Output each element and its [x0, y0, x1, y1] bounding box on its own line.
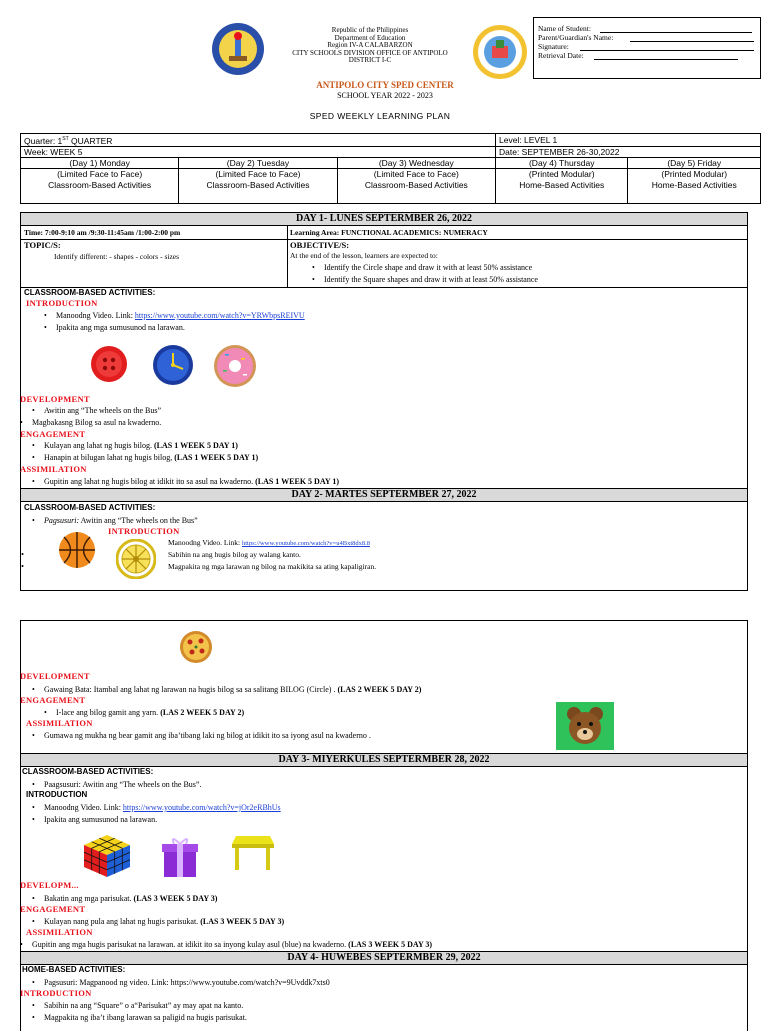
- day1-introduction: INTRODUCTION: [26, 298, 98, 308]
- basketball-image: [58, 531, 96, 574]
- day2-development: DEVELOPMENT: [20, 671, 90, 681]
- header-republic: Republic of the Philippines: [331, 26, 409, 34]
- donut-image: [213, 344, 257, 393]
- day1-learning-area: Learning Area: FUNCTIONAL ACADEMICS: NUMERACY: [290, 228, 488, 237]
- quarter-cell: Quarter: 1ST QUARTER: [21, 134, 496, 147]
- header-department: Department of Education: [334, 33, 406, 42]
- day1-time: Time: 7:00-9:10 am /9:30-11:45am /1:00-2:00 pm: [24, 228, 181, 237]
- day1-topic-label: TOPIC/S:: [24, 240, 61, 250]
- day1-objective-label: OBJECTIVE/S:: [290, 240, 350, 250]
- level-cell: Level: LEVEL 1: [495, 134, 760, 147]
- retrieval-date-label: Retrieval Date:: [538, 51, 584, 60]
- gift-box-image: [160, 834, 200, 883]
- day1-mode-cell: (Limited Face to Face) Classroom-Based Activities: [21, 168, 179, 203]
- plan-title: SPED WEEKLY LEARNING PLAN: [309, 111, 451, 121]
- day3-introduction: INTRODUCTION: [26, 790, 88, 799]
- day2-header: DAY 2- MARTES SEPTERMBER 27, 2022: [20, 488, 748, 502]
- day1-video-link[interactable]: https://www.youtube.com/watch?v=YRWbpsREIVU: [134, 311, 305, 320]
- rubiks-cube-image: [82, 833, 132, 884]
- day3-show: • Ipakita ang sumusunod na larawan.: [44, 815, 157, 824]
- day1-intro-show: • Ipakita ang mga sumusunod na larawan.: [56, 323, 185, 332]
- day2-item-1: Sabihin na ang hugis bilog ay walang kanto.: [168, 550, 301, 559]
- day2-introduction: INTRODUCTION: [108, 526, 180, 536]
- day4-mode-cell: (Printed Modular) Home-Based Activities: [495, 168, 628, 203]
- school-name: ANTIPOLO CITY SPED CENTER: [316, 80, 454, 90]
- signature-line[interactable]: [580, 50, 754, 51]
- day5-mode-cell: (Printed Modular) Home-Based Activities: [628, 168, 761, 203]
- day1-assimilation: ASSIMILATION: [20, 464, 87, 474]
- day3-header: DAY 3- MIYERKULES SEPTERMBER 28, 2022: [20, 753, 748, 767]
- table-image: [230, 832, 274, 877]
- day3-engagement: ENGAGEMENT: [20, 904, 86, 914]
- page2-content-frame: [20, 620, 748, 1031]
- day2-mode-cell: (Limited Face to Face) Classroom-Based Activities: [179, 168, 337, 203]
- day2-item-2: Magpakita ng mga larawan ng bilog na makikita sa ating kapaligiran.: [168, 562, 377, 571]
- day4-item-2: • Magpakita ng iba’t ibang larawan sa paligid na hugis parisukat.: [44, 1013, 247, 1022]
- day1-objective-2: • Identify the Square shapes and draw it with at least 50% assistance: [324, 275, 538, 284]
- day1-development: DEVELOPMENT: [20, 394, 90, 404]
- header-division: CITY SCHOOLS DIVISION OFFICE OF ANTIPOLO: [292, 48, 448, 57]
- date-cell: Date: SEPTEMBER 26-30,2022: [495, 146, 760, 157]
- day4-header: DAY 4- HUWEBES SEPTERMBER 29, 2022: [20, 951, 748, 965]
- header-region: Region IV-A CALABARZON: [327, 41, 413, 50]
- day2-video-link[interactable]: https://www.youtube.com/watch?v=u4Bxt8dx8.8: [242, 540, 370, 547]
- day1-engagement: ENGAGEMENT: [20, 429, 86, 439]
- deped-seal: [211, 22, 265, 76]
- day1-assim-item: • Gupitin ang lahat ng hugis bilog at idikit ito sa asul na kwaderno. (LAS 1 WEEK 5 DAY 1): [44, 477, 339, 486]
- day2-cell: (Day 2) Tuesday: [179, 157, 337, 168]
- day3-pagsusuri: • Paagsusuri: Awitin ang “The wheels on the Bus”.: [44, 780, 201, 789]
- day1-eng-item-2: • Hanapin at bilugan lahat ng hugis bilog, (LAS 1 WEEK 5 DAY 1): [44, 453, 258, 462]
- day1-objective-1: • Identify the Circle shape and draw it with at least 50% assistance: [324, 263, 532, 272]
- day4-introduction: INTRODUCTION: [20, 988, 92, 998]
- day2-assim-item: • Gumawa ng mukha ng bear gamit ang iba’tibang laki ng bilog at idikit ito sa iyong asul na kwaderno .: [44, 731, 371, 740]
- day2-classroom-label: CLASSROOM-BASED ACTIVITIES:: [24, 503, 156, 512]
- weekly-plan-table: [20, 133, 761, 204]
- student-info-box: [533, 17, 761, 79]
- day3-mode-cell: (Limited Face to Face) Classroom-Based Activities: [337, 168, 495, 203]
- day4-cell: (Day 4) Thursday: [495, 157, 628, 168]
- day3-video-link[interactable]: https://www.youtube.com/watch?v=jOr2eRBhUs: [122, 803, 281, 812]
- day1-header: DAY 1- LUNES SEPTERMBER 26, 2022: [20, 212, 748, 226]
- day2-assimilation: ASSIMILATION: [26, 718, 93, 728]
- parent-name-label: Parent/Guardian's Name:: [538, 33, 614, 42]
- day1-intro-video: • Manoodng Video. Link: https://www.youtube.com/watch?v=YRWbpsREIVU: [56, 311, 305, 320]
- student-name-line[interactable]: [600, 32, 752, 33]
- signature-label: Signature:: [538, 42, 569, 51]
- parent-name-line[interactable]: [630, 41, 754, 42]
- day1-topic: Identify different: - shapes - colors - sizes: [54, 252, 180, 261]
- day2-engagement: ENGAGEMENT: [20, 695, 86, 705]
- day1-objective-intro: At the end of the lesson, learners are expected to:: [290, 251, 438, 260]
- day3-development: DEVELOPM...: [20, 880, 79, 890]
- day1-eng-item-1: • Kulayan ang lahat ng hugis bilog. (LAS 1 WEEK 5 DAY 1): [44, 441, 238, 450]
- day2-eng-item: • I-lace ang bilog gamit ang yarn. (LAS 2 WEEK 5 DAY 2): [56, 708, 244, 717]
- wheel-image: [116, 539, 156, 584]
- day3-cell: (Day 3) Wednesday: [337, 157, 495, 168]
- clock-image: [152, 344, 194, 391]
- pizza-image: [179, 630, 213, 669]
- day1-dev-item-2: • Magbakasng Bilog sa asul na kwaderno.: [32, 418, 161, 427]
- day1-dev-item-1: • Awitin ang “The wheels on the Bus”: [44, 406, 161, 415]
- red-button-image: [90, 345, 128, 388]
- retrieval-date-line[interactable]: [594, 59, 738, 60]
- school-year: SCHOOL YEAR 2022 - 2023: [337, 91, 433, 100]
- day3-eng-item: • Kulayan nang pula ang lahat ng hugis parisukat. (LAS 3 WEEK 5 DAY 3): [44, 917, 284, 926]
- student-name-label: Name of Student:: [538, 24, 591, 33]
- day3-classroom-label: CLASSROOM-BASED ACTIVITIES:: [22, 767, 154, 776]
- day4-pagsusuri: • Pagsusuri: Magpanood ng video. Link: https://www.youtube.com/watch?v=9Uvddk7xts0: [44, 978, 330, 987]
- day3-assimilation: ASSIMILATION: [26, 927, 93, 937]
- day3-video: • Manoodng Video. Link: https://www.youtube.com/watch?v=jOr2eRBhUs: [44, 803, 281, 812]
- day2-video: Manoodng Video. Link: https://www.youtube.com/watch?v=u4Bxt8dx8.8: [168, 538, 370, 547]
- day4-item-1: • Sabihin na ang “Square” o a“Parisukat” ay may apat na kanto.: [44, 1001, 243, 1010]
- header-district: DISTRICT I-C: [348, 56, 392, 65]
- day1-classroom-label: CLASSROOM-BASED ACTIVITIES:: [24, 288, 156, 297]
- week-cell: Week: WEEK 5: [21, 146, 496, 157]
- day3-assim-item: • Gupitin ang mga hugis parisukat na larawan. at idikit ito sa inyong kulay asul (blue) na kwaderno. (LAS 3 WEEK 5 DAY 3): [32, 940, 432, 949]
- day5-cell: (Day 5) Friday: [628, 157, 761, 168]
- day3-dev-item: • Bakatin ang mga parisukat. (LAS 3 WEEK 5 DAY 3): [44, 894, 217, 903]
- bear-image: [556, 702, 614, 755]
- day4-home-label: HOME-BASED ACTIVITIES:: [22, 965, 126, 974]
- day2-dev-item: • Gawaing Bata: Itambal ang lahat ng larawan na hugis bilog sa sa salitang BILOG (Circle) . (LAS 2 WEEK 5 DAY 2): [44, 685, 421, 694]
- day2-pagsusuri: • Pagsusuri: Awitin ang “The wheels on the Bus”: [44, 516, 198, 525]
- day1-cell: (Day 1) Monday: [21, 157, 179, 168]
